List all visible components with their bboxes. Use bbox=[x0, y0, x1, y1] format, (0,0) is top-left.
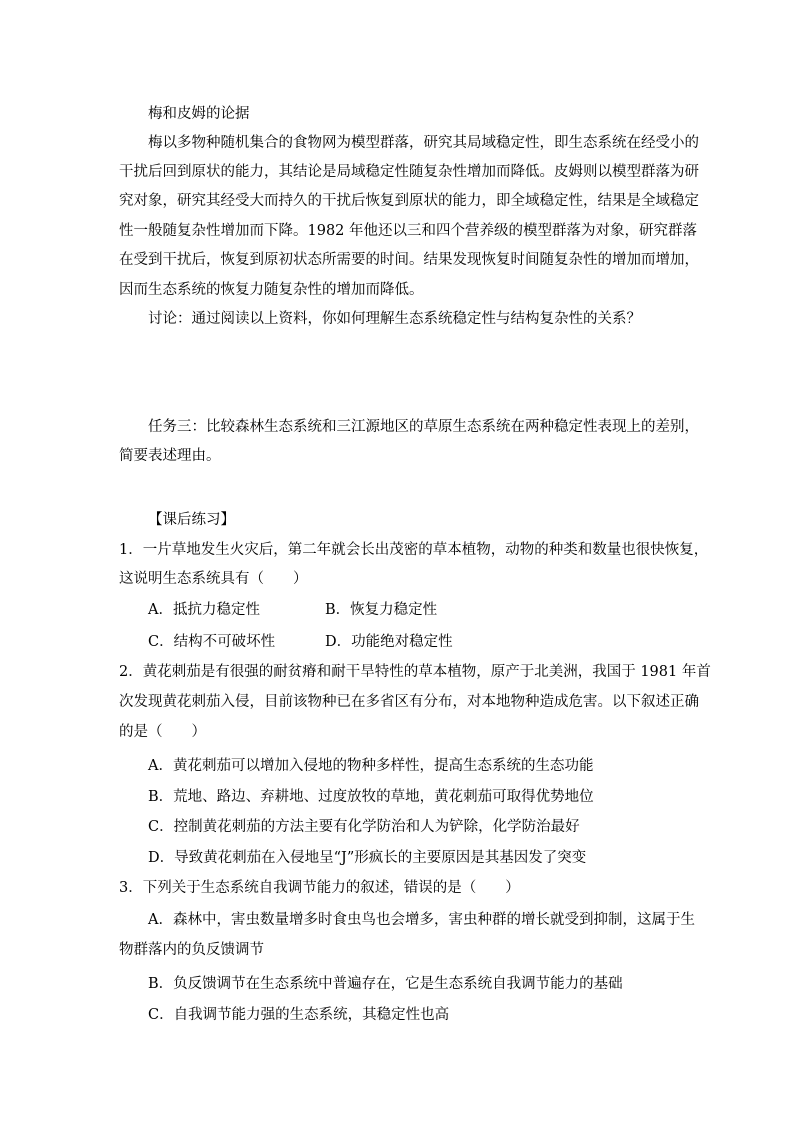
q1-option-d: D．功能绝对稳定性 bbox=[325, 634, 453, 650]
q3-option-c: C．自我调节能力强的生态系统，其稳定性也高 bbox=[148, 1007, 450, 1023]
q1-option-c: C．结构不可破坏性 bbox=[148, 634, 276, 650]
q3-option-a: A．森林中，害虫数量增多时食虫鸟也会增多，害虫种群的增长就受到抑制，这属于生 bbox=[148, 912, 695, 928]
paragraph-line: 究对象，研究其经受大而持久的干扰后恢复到原状的能力，即全域稳定性，结果是全域稳定 bbox=[119, 193, 699, 209]
discussion-prompt: 讨论：通过阅读以上资料，你如何理解生态系统稳定性与结构复杂性的关系？ bbox=[148, 311, 641, 327]
q2-option-b: B．荒地、路边、弃耕地、过度放牧的草地，黄花刺茄可取得优势地位 bbox=[148, 789, 594, 805]
q3-option-b: B．负反馈调节在生态系统中普遍存在，它是生态系统自我调节能力的基础 bbox=[148, 976, 623, 992]
q1-stem: 这说明生态系统具有（ ） bbox=[119, 571, 308, 587]
q3-option-a: 物群落内的负反馈调节 bbox=[119, 942, 264, 958]
paragraph-line: 梅以多物种随机集合的食物网为模型群落，研究其局域稳定性，即生态系统在经受小的 bbox=[148, 135, 699, 151]
q3-stem: 3．下列关于生态系统自我调节能力的叙述，错误的是（ ） bbox=[119, 880, 520, 896]
q2-option-d: D．导致黄花刺茄在入侵地呈“J”形疯长的主要原因是其基因发了突变 bbox=[148, 850, 587, 866]
q1-option-b: B．恢复力稳定性 bbox=[325, 602, 438, 618]
paragraph-line: 在受到干扰后，恢复到原初状态所需要的时间。结果发现恢复时间随复杂性的增加而增加， bbox=[119, 252, 699, 268]
q2-stem: 次发现黄花刺茄入侵，目前该物种已在多省区有分布，对本地物种造成危害。以下叙述正确 bbox=[119, 694, 699, 710]
exercise-title: 【课后练习】 bbox=[148, 512, 235, 528]
q1-option-a: A．抵抗力稳定性 bbox=[148, 602, 260, 618]
paragraph-line: 干扰后回到原状的能力，其结论是局域稳定性随复杂性增加而降低。皮姆则以模型群落为研 bbox=[119, 164, 699, 180]
q2-option-c: C．控制黄花刺茄的方法主要有化学防治和人为铲除，化学防治最好 bbox=[148, 819, 580, 835]
task3-line: 任务三：比较森林生态系统和三江源地区的草原生态系统在两种稳定性表现上的差别， bbox=[148, 419, 699, 435]
reading-heading: 梅和皮姆的论据 bbox=[148, 106, 250, 122]
q2-stem: 的是（ ） bbox=[119, 724, 206, 740]
paragraph-line: 因而生态系统的恢复力随复杂性的增加而降低。 bbox=[119, 282, 424, 298]
q1-stem: 1．一片草地发生火灾后，第二年就会长出茂密的草本植物，动物的种类和数量也很快恢复， bbox=[119, 542, 709, 558]
task3-line: 简要表述理由。 bbox=[119, 448, 221, 464]
q2-option-a: A．黄花刺茄可以增加入侵地的物种多样性，提高生态系统的生态功能 bbox=[148, 758, 594, 774]
paragraph-line: 性一般随复杂性增加而下降。1982 年他还以三和四个营养级的模型群落为对象，研究群落 bbox=[119, 223, 698, 239]
q2-stem: 2．黄花刺茄是有很强的耐贫瘠和耐干旱特性的草本植物，原产于北美洲，我国于 1981 年首 bbox=[119, 664, 711, 680]
